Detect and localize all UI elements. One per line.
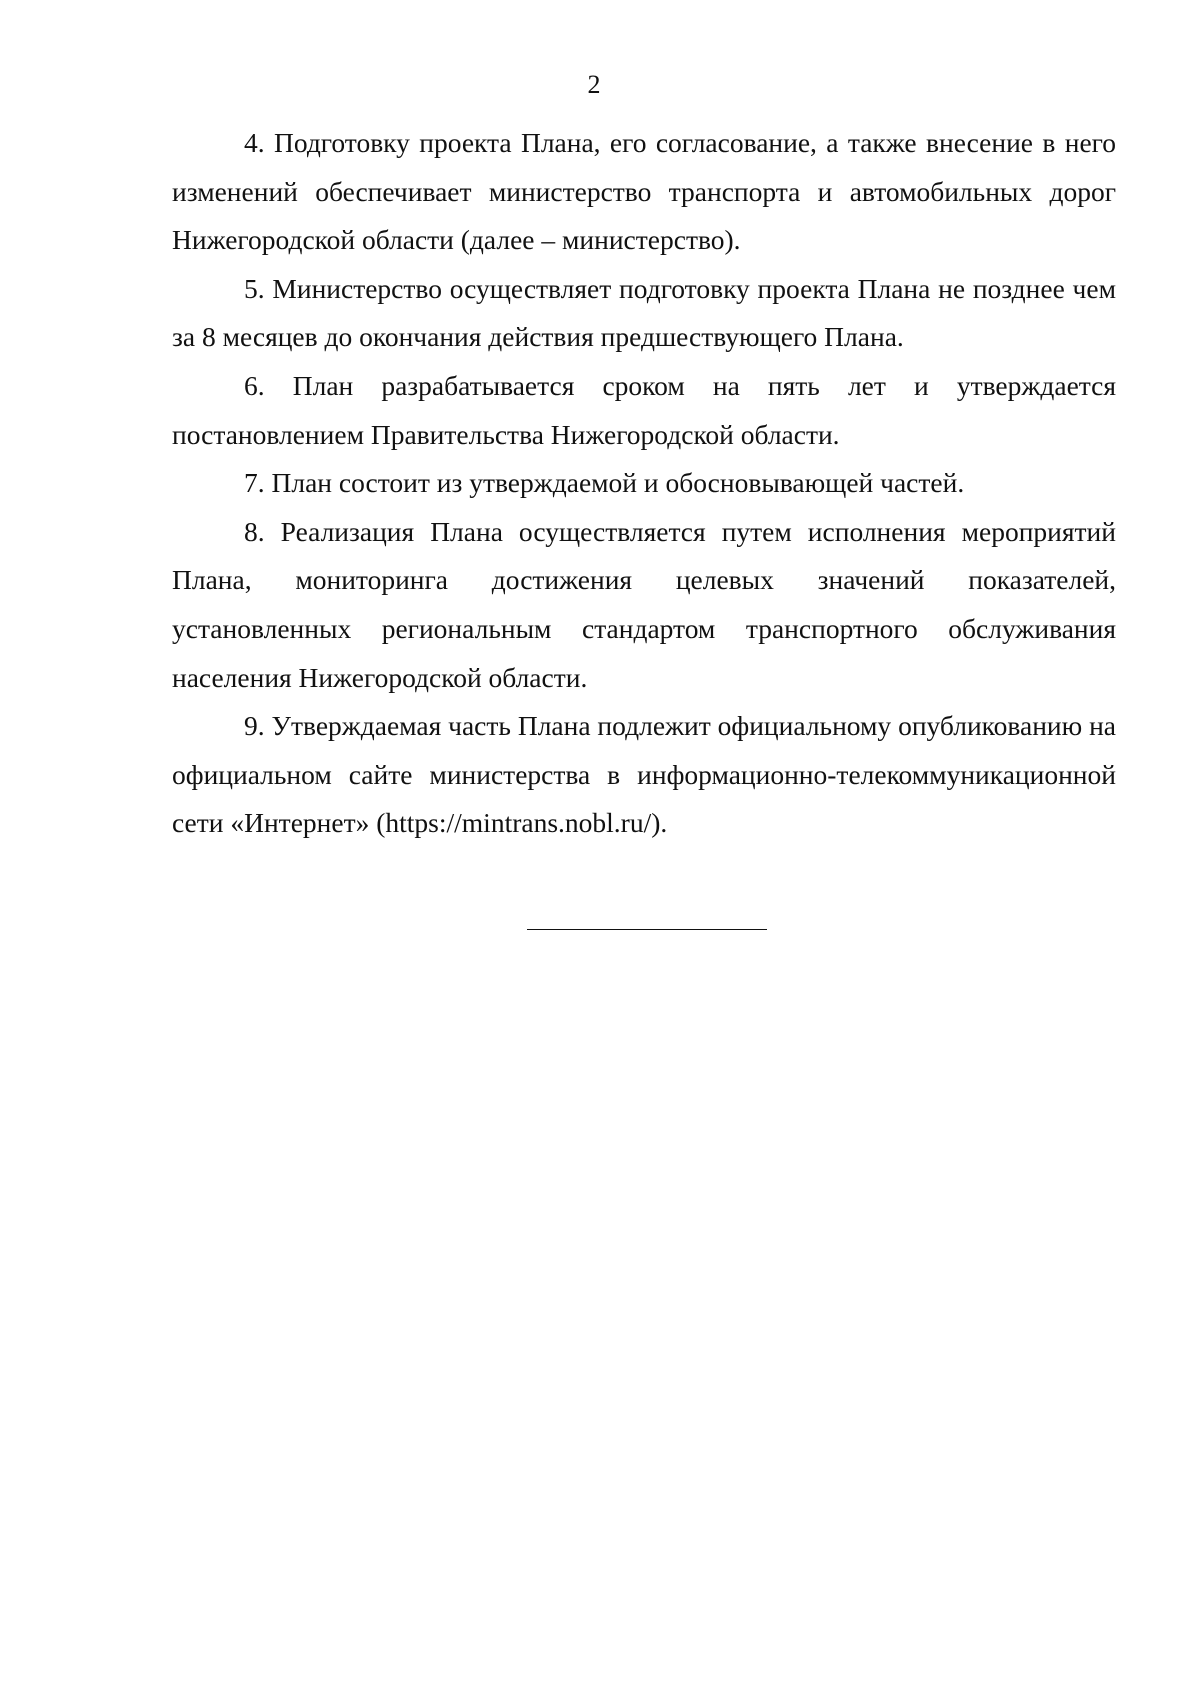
end-divider-line <box>527 929 767 930</box>
paragraph-8: 8. Реализация Плана осуществляется путем исполнения мероприятий Плана, мониторинга достижения целевых значений показателей, установленных региональным стандартом транспортного обслуживания населения Нижегородской области. <box>172 515 1116 693</box>
paragraph-4: 4. Подготовку проекта Плана, его согласование, а также внесение в него изменений обеспечивает министерство транспорта и автомобильных дорог Нижегородской области (далее – министерство). <box>172 127 1116 256</box>
paragraph-5: 5. Министерство осуществляет подготовку проекта Плана не позднее чем за 8 месяцев до окончания действия предшествующего Плана. <box>172 272 1116 353</box>
paragraph-9: 9. Утверждаемая часть Плана подлежит официальному опубликованию на официальном сайте министерства в информационно-телекоммуникационной сети «Интернет» (https://mintrans.nobl.ru/). <box>172 710 1116 839</box>
paragraph-7: 7. План состоит из утверждаемой и обосновывающей частей. <box>244 467 965 499</box>
paragraph-6: 6. План разрабатывается сроком на пять лет и утверждается постановлением Правительства Нижегородской области. <box>172 369 1116 450</box>
page-number: 2 <box>587 70 601 99</box>
document-body <box>172 119 1116 848</box>
